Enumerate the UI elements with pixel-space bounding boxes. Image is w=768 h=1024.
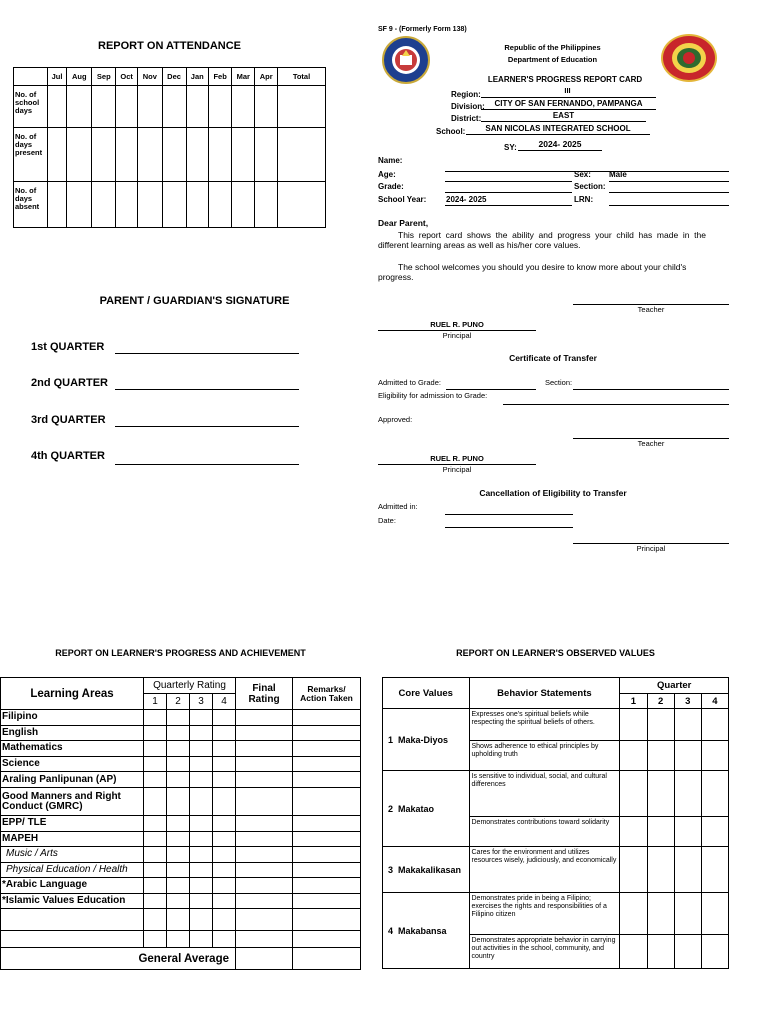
district-label: District: [451, 114, 482, 123]
date-field[interactable] [445, 527, 573, 528]
grade-cell[interactable] [213, 878, 236, 894]
grade-cell[interactable] [144, 788, 167, 816]
grade-cell[interactable] [167, 893, 190, 909]
core-value-name [383, 893, 470, 969]
value-rating-cell[interactable] [701, 847, 728, 893]
grade-cell[interactable] [167, 847, 190, 863]
subject-row [1, 710, 361, 726]
transfer-teacher-label: Teacher [637, 439, 665, 448]
final-rating-cell[interactable] [236, 788, 293, 816]
quarter-header: 4 [213, 693, 236, 709]
value-rating-cell[interactable] [620, 771, 647, 817]
grade-cell[interactable] [144, 710, 167, 726]
value-quarter-header: 4 [701, 694, 728, 709]
transfer-principal-label: Principal [442, 465, 472, 474]
grade-cell[interactable] [190, 862, 213, 878]
value-row [383, 893, 729, 935]
grade-cell[interactable] [144, 893, 167, 909]
value-rating-cell[interactable] [674, 893, 701, 935]
form-label: SF 9 - (Formerly Form 138) [378, 26, 467, 33]
core-value-label: Makatao [398, 803, 435, 814]
grade-cell[interactable] [190, 847, 213, 863]
grade-cell[interactable] [144, 831, 167, 847]
behavior-statement: Is sensitive to individual, social, and cultural differences [469, 771, 620, 817]
value-rating-cell[interactable] [701, 935, 728, 969]
final-rating-cell[interactable] [236, 710, 293, 726]
month-header: Nov [138, 68, 163, 86]
month-header: Aug [67, 68, 92, 86]
grade-cell[interactable] [213, 847, 236, 863]
grade-cell[interactable] [213, 816, 236, 832]
school-year-value: 2024- 2025 [446, 195, 487, 204]
subject-row [1, 756, 361, 772]
core-value-name [383, 771, 470, 847]
month-header: Dec [162, 68, 186, 86]
attendance-table [13, 67, 326, 228]
quarter-header: 2 [167, 693, 190, 709]
value-rating-cell[interactable] [674, 817, 701, 847]
division-seal [661, 34, 717, 82]
value-rating-cell[interactable] [674, 847, 701, 893]
age-field[interactable] [445, 181, 572, 182]
age-label: Age: [378, 170, 396, 179]
section-label-transfer: Section: [545, 378, 573, 387]
value-rating-cell[interactable] [647, 847, 674, 893]
grade-cell[interactable] [167, 931, 190, 948]
division-value: CITY OF SAN FERNANDO, PAMPANGA [494, 99, 643, 108]
grade-cell[interactable] [213, 756, 236, 772]
general-average-value[interactable] [236, 948, 293, 970]
core-value-name [383, 709, 470, 771]
transfer-title: Certificate of Transfer [509, 353, 597, 363]
learning-areas-header: Learning Areas [1, 678, 144, 710]
value-rating-cell[interactable] [674, 741, 701, 771]
value-rating-cell[interactable] [674, 935, 701, 969]
attendance-title: REPORT ON ATTENDANCE [98, 40, 241, 52]
core-value-number: 1 [388, 734, 394, 745]
value-rating-cell[interactable] [701, 709, 728, 741]
grade-field[interactable] [445, 192, 572, 193]
remarks-cell[interactable] [293, 909, 361, 931]
region-value: III [564, 86, 571, 95]
subject-row [1, 725, 361, 741]
remarks-cell[interactable] [293, 725, 361, 741]
grade-cell[interactable] [213, 831, 236, 847]
value-rating-cell[interactable] [647, 935, 674, 969]
section-field[interactable] [609, 192, 729, 193]
date-label: Date: [378, 516, 396, 525]
month-header: Total [278, 68, 326, 86]
grade-cell[interactable] [190, 756, 213, 772]
subject-row [1, 831, 361, 847]
signature-line[interactable] [115, 353, 299, 354]
grade-cell[interactable] [144, 741, 167, 757]
remarks-cell[interactable] [293, 788, 361, 816]
salutation: Dear Parent, [378, 218, 429, 228]
subject-row [1, 788, 361, 816]
cancellation-principal-label: Principal [636, 544, 666, 553]
attendance-row-label: No. of days present [14, 128, 48, 182]
quarterly-rating-header: Quarterly Rating [144, 678, 236, 694]
remarks-cell[interactable] [293, 710, 361, 726]
value-quarter-header: 2 [647, 694, 674, 709]
grade-cell[interactable] [167, 831, 190, 847]
final-rating-cell[interactable] [236, 893, 293, 909]
grade-cell[interactable] [213, 741, 236, 757]
core-value-number: 3 [388, 864, 394, 875]
grade-cell[interactable] [190, 741, 213, 757]
behavior-statement: Demonstrates pride in being a Filipino; exercises the rights and responsibilities of a Filipino citizen [469, 893, 620, 935]
core-value-label: Maka-Diyos [398, 734, 449, 745]
core-values-header: Core Values [383, 678, 470, 709]
grade-cell[interactable] [167, 725, 190, 741]
value-row [383, 771, 729, 817]
attendance-row-label: No. of school days [14, 86, 48, 128]
remarks-cell[interactable] [293, 893, 361, 909]
grade-cell[interactable] [167, 909, 190, 931]
core-value-number: 4 [388, 925, 394, 936]
month-header: Sep [92, 68, 116, 86]
grade-cell[interactable] [213, 862, 236, 878]
behavior-statement: Demonstrates appropriate behavior in carrying out activities in the school, community, and country [469, 935, 620, 969]
subject-name: Science [1, 756, 144, 772]
school-label: School: [436, 127, 466, 136]
sex-field[interactable] [609, 181, 729, 182]
grade-cell[interactable] [213, 788, 236, 816]
final-rating-header: Final Rating [236, 678, 293, 710]
subject-row [1, 772, 361, 788]
value-rating-cell[interactable] [620, 847, 647, 893]
grade-cell[interactable] [144, 816, 167, 832]
grade-cell[interactable] [213, 710, 236, 726]
month-header: Jan [186, 68, 209, 86]
value-rating-cell[interactable] [674, 709, 701, 741]
republic-text: Republic of the Philippines [504, 43, 601, 52]
grade-cell[interactable] [144, 847, 167, 863]
grade-cell[interactable] [213, 931, 236, 948]
core-value-label: Makakalikasan [398, 864, 462, 875]
final-rating-cell[interactable] [236, 831, 293, 847]
quarter-header: 1 [144, 693, 167, 709]
remarks-cell[interactable] [293, 772, 361, 788]
signature-line[interactable] [115, 389, 299, 390]
month-header: Oct [116, 68, 138, 86]
sex-value: Male [609, 170, 627, 179]
grade-cell[interactable] [190, 893, 213, 909]
value-rating-cell[interactable] [647, 771, 674, 817]
grade-cell[interactable] [167, 878, 190, 894]
grade-cell[interactable] [190, 788, 213, 816]
remarks-cell[interactable] [293, 741, 361, 757]
subject-row [1, 862, 361, 878]
remarks-cell[interactable] [293, 831, 361, 847]
lrn-label: LRN: [574, 195, 594, 204]
region-label: Region: [451, 90, 481, 99]
behavior-statement: Expresses one's spiritual beliefs while respecting the spiritual beliefs of others. [469, 709, 620, 741]
remarks-header: Remarks/ Action Taken [293, 678, 361, 710]
grade-cell[interactable] [190, 909, 213, 931]
admitted-in-label: Admitted in: [378, 502, 418, 511]
subject-name: English [1, 725, 144, 741]
grade-cell[interactable] [167, 772, 190, 788]
sex-label: Sex: [574, 170, 591, 179]
remarks-cell[interactable] [293, 756, 361, 772]
month-header: Feb [209, 68, 232, 86]
core-value-label: Makabansa [398, 925, 447, 936]
final-rating-cell[interactable] [236, 772, 293, 788]
grade-cell[interactable] [167, 862, 190, 878]
subject-row [1, 741, 361, 757]
school-value: SAN NICOLAS INTEGRATED SCHOOL [485, 124, 631, 133]
cancellation-title: Cancellation of Eligibility to Transfer [479, 488, 627, 498]
school-year-field[interactable] [445, 205, 572, 206]
subject-name: MAPEH [1, 831, 144, 847]
values-table [382, 677, 729, 969]
grade-cell[interactable] [144, 931, 167, 948]
eligibility-label: Eligibility for admission to Grade: [378, 391, 488, 400]
signature-line[interactable] [115, 426, 299, 427]
subject-name: Filipino [1, 710, 144, 726]
subject-name: Mathematics [1, 741, 144, 757]
subject-name: *Arabic Language [1, 878, 144, 894]
value-rating-cell[interactable] [647, 817, 674, 847]
final-rating-cell[interactable] [236, 741, 293, 757]
grade-cell[interactable] [167, 756, 190, 772]
subject-name: *Islamic Values Education [1, 893, 144, 909]
value-quarter-header: 1 [620, 694, 647, 709]
name-label: Name: [378, 156, 403, 165]
quarter-label: 2nd QUARTER [31, 377, 108, 389]
admitted-grade-label: Admitted to Grade: [378, 378, 441, 387]
principal-label: Principal [442, 331, 472, 340]
value-rating-cell[interactable] [701, 741, 728, 771]
grade-cell[interactable] [190, 710, 213, 726]
month-header: Jul [48, 68, 67, 86]
subject-row [1, 931, 361, 948]
signature-line[interactable] [115, 464, 299, 465]
approved-label: Approved: [378, 415, 413, 424]
grade-cell[interactable] [144, 909, 167, 931]
final-rating-cell[interactable] [236, 816, 293, 832]
behavior-statement: Demonstrates contributions toward solidarity [469, 817, 620, 847]
grade-cell[interactable] [190, 816, 213, 832]
values-title: REPORT ON LEARNER'S OBSERVED VALUES [456, 648, 655, 658]
subject-name [1, 931, 144, 948]
eligibility-field[interactable] [503, 404, 729, 405]
division-label: Division: [451, 102, 485, 111]
remarks-cell[interactable] [293, 931, 361, 948]
value-rating-cell[interactable] [647, 741, 674, 771]
final-rating-cell[interactable] [236, 909, 293, 931]
admitted-grade-field[interactable] [446, 389, 536, 390]
grade-cell[interactable] [144, 862, 167, 878]
quarter-header: 3 [190, 693, 213, 709]
grade-cell[interactable] [144, 756, 167, 772]
value-row [383, 709, 729, 741]
progress-table [0, 677, 361, 970]
value-rating-cell[interactable] [701, 817, 728, 847]
grade-cell[interactable] [144, 725, 167, 741]
subject-row [1, 893, 361, 909]
value-row [383, 847, 729, 893]
section-field-transfer[interactable] [573, 389, 729, 390]
grade-label: Grade: [378, 182, 404, 191]
attendance-row-label: No. of days absent [14, 182, 48, 228]
value-rating-cell[interactable] [674, 771, 701, 817]
grade-cell[interactable] [213, 772, 236, 788]
deped-seal [382, 36, 430, 84]
value-rating-cell[interactable] [647, 709, 674, 741]
signature-title: PARENT / GUARDIAN'S SIGNATURE [99, 295, 290, 307]
value-rating-cell[interactable] [620, 709, 647, 741]
month-header: Mar [232, 68, 255, 86]
grade-cell[interactable] [190, 725, 213, 741]
transfer-principal-name: RUEL R. PUNO [430, 454, 484, 463]
grade-cell[interactable] [190, 831, 213, 847]
final-rating-cell[interactable] [236, 847, 293, 863]
subject-row [1, 847, 361, 863]
general-average-label: General Average [1, 948, 236, 970]
subject-name: Araling Panlipunan (AP) [1, 772, 144, 788]
remarks-cell[interactable] [293, 847, 361, 863]
progress-title: REPORT ON LEARNER'S PROGRESS AND ACHIEVEMENT [55, 648, 306, 658]
value-rating-cell[interactable] [620, 935, 647, 969]
grade-cell[interactable] [167, 710, 190, 726]
value-rating-cell[interactable] [647, 893, 674, 935]
final-rating-cell[interactable] [236, 862, 293, 878]
grade-cell[interactable] [144, 878, 167, 894]
behavior-header: Behavior Statements [469, 678, 620, 709]
grade-cell[interactable] [213, 725, 236, 741]
teacher-label: Teacher [637, 305, 665, 314]
grade-cell[interactable] [167, 788, 190, 816]
month-header: Apr [255, 68, 278, 86]
behavior-statement: Shows adherence to ethical principles by upholding truth [469, 741, 620, 771]
letter-paragraph-2: The school welcomes you should you desire to know more about your child's progress. [378, 262, 687, 282]
school-year-label: School Year: [378, 195, 427, 204]
grade-cell[interactable] [190, 931, 213, 948]
grade-cell[interactable] [190, 772, 213, 788]
value-rating-cell[interactable] [701, 771, 728, 817]
grade-cell[interactable] [190, 878, 213, 894]
value-rating-cell[interactable] [620, 741, 647, 771]
subject-name: EPP/ TLE [1, 816, 144, 832]
final-rating-cell[interactable] [236, 931, 293, 948]
lrn-field[interactable] [609, 205, 729, 206]
quarter-label: 1st QUARTER [31, 341, 105, 353]
behavior-statement: Cares for the environment and utilizes resources wisely, judiciously, and economically [469, 847, 620, 893]
subject-name: Good Manners and Right Conduct (GMRC) [1, 788, 144, 816]
quarter-label: 3rd QUARTER [31, 414, 106, 426]
grade-cell[interactable] [167, 741, 190, 757]
card-title: LEARNER'S PROGRESS REPORT CARD [487, 75, 643, 84]
quarter-label: 4th QUARTER [31, 450, 105, 462]
grade-cell[interactable] [213, 893, 236, 909]
core-value-name [383, 847, 470, 893]
sy-value: 2024- 2025 [538, 139, 582, 149]
dept-text: Department of Education [507, 55, 598, 64]
value-quarter-header: 3 [674, 694, 701, 709]
final-rating-cell[interactable] [236, 878, 293, 894]
grade-cell[interactable] [213, 909, 236, 931]
subject-row [1, 878, 361, 894]
final-rating-cell[interactable] [236, 756, 293, 772]
grade-cell[interactable] [144, 772, 167, 788]
final-rating-cell[interactable] [236, 725, 293, 741]
principal-name: RUEL R. PUNO [430, 320, 484, 329]
remarks-cell[interactable] [293, 878, 361, 894]
value-rating-cell[interactable] [701, 893, 728, 935]
remarks-cell[interactable] [293, 862, 361, 878]
letter-paragraph-1: This report card shows the ability and progress your child has made in the different learning areas as well as his/her core values. [378, 230, 706, 250]
core-value-number: 2 [388, 803, 394, 814]
subject-name [1, 909, 144, 931]
subject-row [1, 909, 361, 931]
quarter-header-group: Quarter [620, 678, 729, 694]
remarks-cell[interactable] [293, 816, 361, 832]
grade-cell[interactable] [167, 816, 190, 832]
sy-label: SY: [504, 143, 517, 152]
value-rating-cell[interactable] [620, 817, 647, 847]
admitted-in-field[interactable] [445, 514, 573, 515]
subject-name: Music / Arts [1, 847, 144, 863]
subject-row [1, 816, 361, 832]
district-value: EAST [552, 111, 575, 120]
subject-name: Physical Education / Health [1, 862, 144, 878]
section-label: Section: [574, 182, 606, 191]
value-rating-cell[interactable] [620, 893, 647, 935]
